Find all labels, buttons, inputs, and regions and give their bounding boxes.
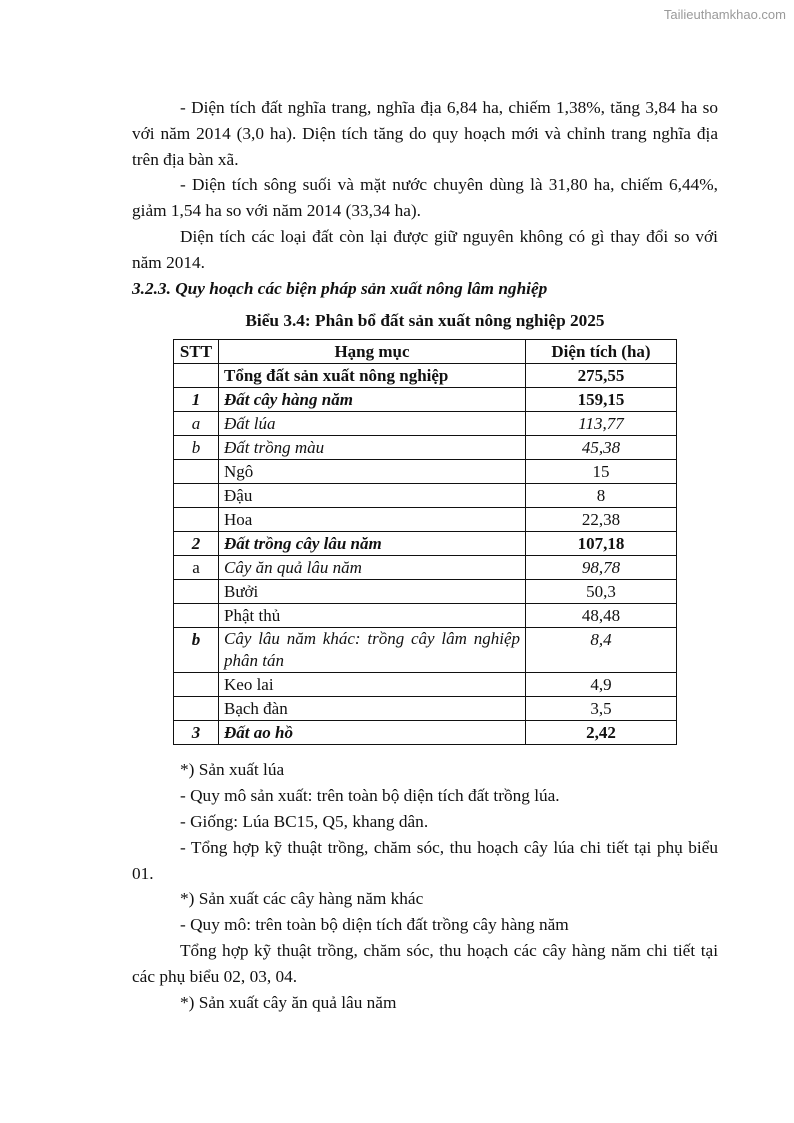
- row-area: 113,77: [526, 412, 677, 436]
- table-row: [174, 436, 677, 460]
- table-row: [174, 508, 677, 532]
- table-row: [174, 388, 677, 412]
- row-stt: [174, 673, 219, 697]
- row-item: Phật thủ: [219, 604, 526, 628]
- row-area: 45,38: [526, 436, 677, 460]
- row-area: 15: [526, 460, 677, 484]
- watermark: Tailieuthamkhao.com: [663, 7, 786, 22]
- table-row: [174, 412, 677, 436]
- table-row: [174, 697, 677, 721]
- row-stt: [174, 604, 219, 628]
- table-header-row: [174, 340, 677, 364]
- table-row: [174, 532, 677, 556]
- row-area: 2,42: [526, 721, 677, 745]
- row-item: Ngô: [219, 460, 526, 484]
- row-stt: b: [174, 628, 219, 673]
- paragraph: - Quy mô sản xuất: trên toàn bộ diện tích đất trồng lúa.: [180, 786, 560, 806]
- table-row: [174, 364, 677, 388]
- row-item: Đất cây hàng năm: [219, 388, 526, 412]
- row-item: Cây ăn quả lâu năm: [219, 556, 526, 580]
- row-stt: [174, 460, 219, 484]
- table-row: [174, 628, 677, 673]
- table-row: [174, 721, 677, 745]
- row-item: Đậu: [219, 484, 526, 508]
- row-item: Đất lúa: [219, 412, 526, 436]
- row-item: Đất ao hồ: [219, 721, 526, 745]
- row-item: Bưởi: [219, 580, 526, 604]
- table-caption: Biểu 3.4: Phân bổ đất sản xuất nông nghiệp 2025: [245, 311, 605, 331]
- row-item: Bạch đàn: [219, 697, 526, 721]
- table-row: [174, 580, 677, 604]
- row-area: 8,4: [526, 628, 677, 673]
- row-area: 50,3: [526, 580, 677, 604]
- row-item: Hoa: [219, 508, 526, 532]
- paragraph: *) Sản xuất lúa: [180, 760, 285, 780]
- row-stt: a: [174, 556, 219, 580]
- header-area: Diện tích (ha): [526, 340, 677, 364]
- paragraph: *) Sản xuất cây ăn quả lâu năm: [180, 992, 397, 1012]
- row-item: Tổng đất sản xuất nông nghiệp: [219, 364, 526, 388]
- table-row: [174, 556, 677, 580]
- row-area: 275,55: [526, 364, 677, 388]
- row-item: Đất trồng màu: [219, 436, 526, 460]
- row-item: Keo lai: [219, 673, 526, 697]
- row-stt: [174, 580, 219, 604]
- row-stt: [174, 364, 219, 388]
- table-row: [174, 604, 677, 628]
- table-row: [174, 484, 677, 508]
- paragraph: - Diện tích sông suối và mặt nước chuyên dùng là 31,80 ha, chiếm 6,44%, giảm 1,54 ha so với năm 2014 (33,34 ha).: [132, 175, 718, 221]
- section-heading: 3.2.3. Quy hoạch các biện pháp sản xuất nông lâm nghiệp: [132, 278, 548, 298]
- row-area: 159,15: [526, 388, 677, 412]
- paragraph: Tổng hợp kỹ thuật trồng, chăm sóc, thu hoạch các cây hàng năm chi tiết tại các phụ biểu 02, 03, 04.: [132, 940, 718, 986]
- row-area: 22,38: [526, 508, 677, 532]
- row-area: 98,78: [526, 556, 677, 580]
- header-item: Hạng mục: [219, 340, 526, 364]
- row-stt: [174, 484, 219, 508]
- row-stt: 1: [174, 388, 219, 412]
- paragraphs-after: [132, 757, 718, 1015]
- row-area: 3,5: [526, 697, 677, 721]
- row-stt: a: [174, 412, 219, 436]
- row-stt: [174, 697, 219, 721]
- document-body: [132, 95, 718, 1015]
- paragraph: - Giống: Lúa BC15, Q5, khang dân.: [180, 811, 429, 831]
- table-row: [174, 673, 677, 697]
- paragraph: - Tổng hợp kỹ thuật trồng, chăm sóc, thu hoạch cây lúa chi tiết tại phụ biểu 01.: [132, 837, 718, 883]
- paragraph: - Quy mô: trên toàn bộ diện tích đất trồng cây hàng năm: [180, 915, 569, 935]
- paragraph: - Diện tích đất nghĩa trang, nghĩa địa 6,84 ha, chiếm 1,38%, tăng 3,84 ha so với năm 2014 (3,0 ha). Diện tích tăng do quy hoạch mới và chỉnh trang nghĩa địa trên địa bàn xã.: [132, 98, 718, 169]
- row-item: Đất trồng cây lâu năm: [219, 532, 526, 556]
- land-allocation-table: [173, 339, 677, 745]
- row-area: 107,18: [526, 532, 677, 556]
- row-stt: 2: [174, 532, 219, 556]
- table-row: [174, 460, 677, 484]
- row-area: 8: [526, 484, 677, 508]
- paragraph: Diện tích các loại đất còn lại được giữ nguyên không có gì thay đổi so với năm 2014.: [132, 226, 718, 272]
- row-stt: 3: [174, 721, 219, 745]
- header-stt: STT: [174, 340, 219, 364]
- row-stt: [174, 508, 219, 532]
- row-area: 48,48: [526, 604, 677, 628]
- paragraph: *) Sản xuất các cây hàng năm khác: [180, 889, 424, 909]
- row-stt: b: [174, 436, 219, 460]
- row-area: 4,9: [526, 673, 677, 697]
- row-item: Cây lâu năm khác: trồng cây lâm nghiệp phân tán: [219, 628, 526, 673]
